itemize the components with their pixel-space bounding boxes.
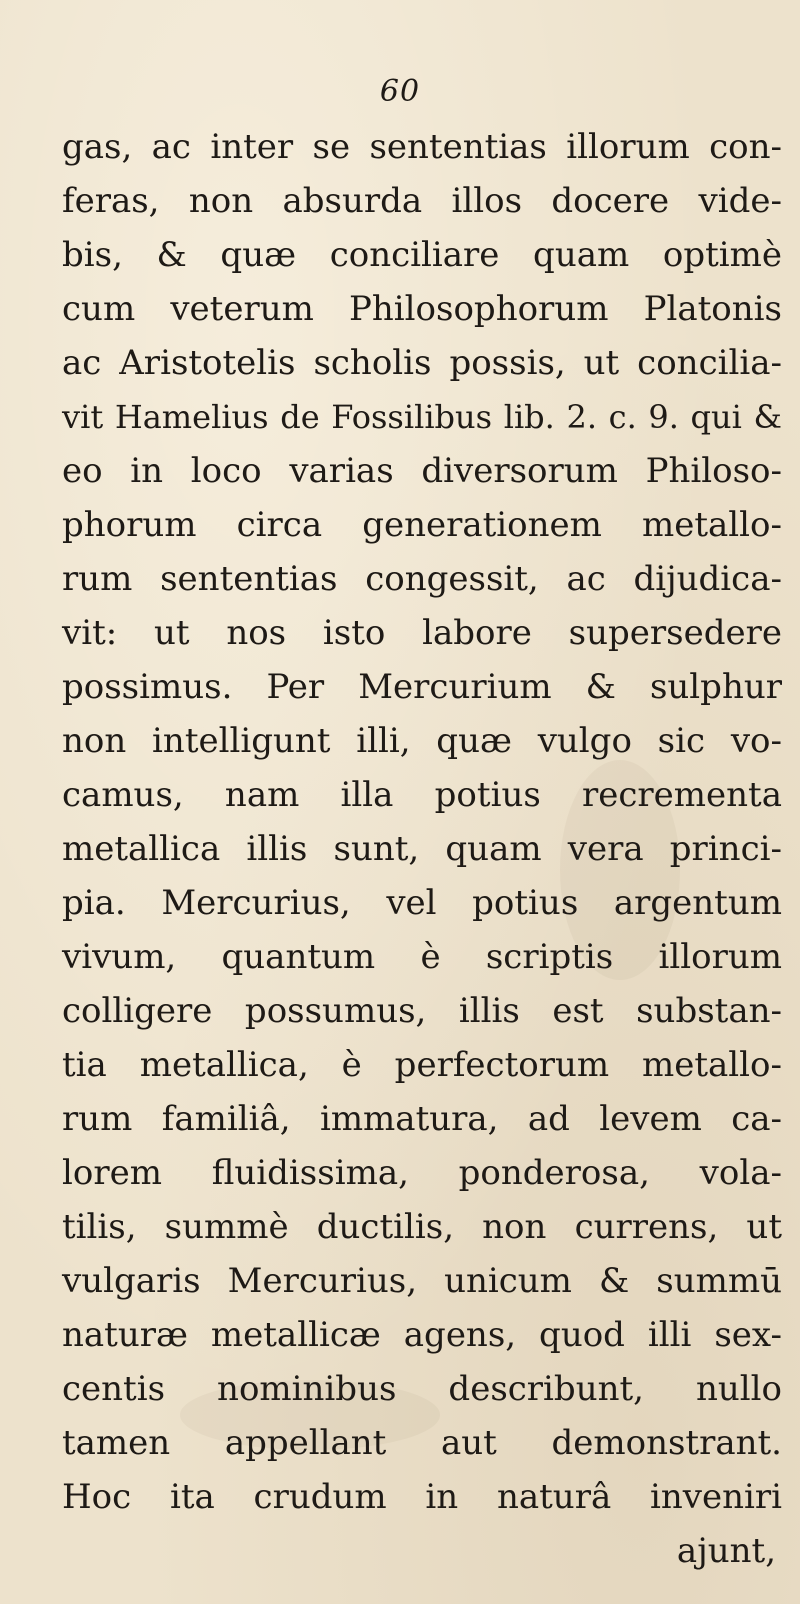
- text-line: camus, nam illa potius recrementa: [62, 775, 782, 815]
- text-line: gas, ac inter se sententias illorum con-: [62, 127, 782, 167]
- text-line: vivum, quantum è scriptis illorum: [62, 937, 782, 977]
- text-line: pia. Mercurius, vel potius argentum: [62, 883, 782, 923]
- text-line: rum sententias congessit, ac dijudica-: [62, 559, 782, 599]
- text-line: tamen appellant aut demonstrant.: [62, 1423, 782, 1463]
- text-line: phorum circa generationem metallo-: [62, 505, 782, 545]
- text-line: eo in loco varias diversorum Philoso-: [62, 451, 782, 491]
- text-line: vit Hamelius de Fossilibus lib. 2. c. 9. qui &: [62, 398, 782, 436]
- text-line: Hoc ita crudum in naturâ inveniri: [62, 1477, 782, 1517]
- text-line: non intelligunt illi, quæ vulgo sic vo-: [62, 721, 782, 761]
- text-line: possimus. Per Mercurium & sulphur: [62, 667, 782, 707]
- text-line: tilis, summè ductilis, non currens, ut: [62, 1207, 782, 1247]
- page-number: 60: [379, 74, 421, 109]
- text-line: rum familiâ, immatura, ad levem ca-: [62, 1099, 782, 1139]
- text-line: centis nominibus describunt, nullo: [62, 1369, 782, 1409]
- text-line: vit: ut nos isto labore supersedere: [62, 613, 782, 653]
- text-line: ac Aristotelis scholis possis, ut concilia-: [62, 343, 782, 383]
- text-line: bis, & quæ conciliare quam optimè: [62, 235, 782, 275]
- body-text: [62, 120, 782, 1578]
- text-line: naturæ metallicæ agens, quod illi sex-: [62, 1315, 782, 1355]
- text-line: vulgaris Mercurius, unicum & summū: [62, 1261, 782, 1301]
- text-line: feras, non absurda illos docere vide-: [62, 181, 782, 221]
- catchword: ajunt,: [676, 1531, 776, 1571]
- text-line: cum veterum Philosophorum Platonis: [62, 289, 782, 329]
- text-line: colligere possumus, illis est substan-: [62, 991, 782, 1031]
- text-line: tia metallica, è perfectorum metallo-: [62, 1045, 782, 1085]
- text-line: metallica illis sunt, quam vera princi-: [62, 829, 782, 869]
- text-line: lorem fluidissima, ponderosa, vola-: [62, 1153, 782, 1193]
